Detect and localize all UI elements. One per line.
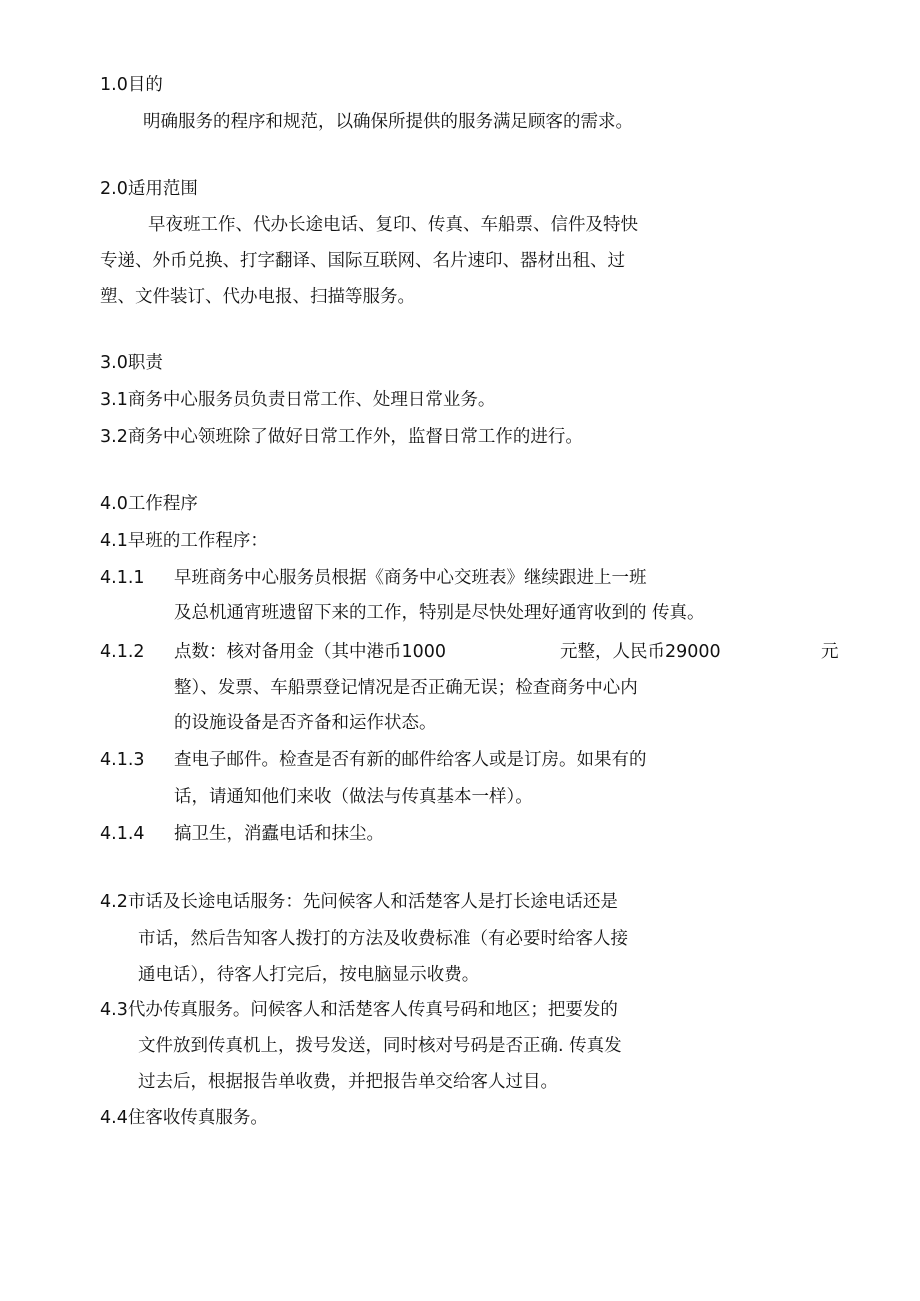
paragraph-line: 及总机通宵班遗留下来的工作，特别是尽快处理好通宵收到的 传真。 xyxy=(174,603,705,623)
paragraph-line: 市话，然后告知客人拨打的方法及收费标准（有必要时给客人接 xyxy=(138,929,628,949)
paragraph-line: 4.3代办传真服务。问候客人和活楚客人传真号码和地区；把要发的 xyxy=(100,1000,618,1020)
section-heading: 2.0适用范围 xyxy=(100,179,198,199)
paragraph-line: 整）、发票、车船票登记情况是否正确无误；检查商务中心内 xyxy=(174,678,638,698)
section-heading: 1.0目的 xyxy=(100,75,163,95)
paragraph-line: 点数：核对备用金（其中港币1000 xyxy=(174,642,447,662)
item-number: 4.1.2 xyxy=(100,642,145,662)
paragraph-line: 通电话），待客人打完后，按电脑显示收费。 xyxy=(138,965,480,985)
paragraph-line: 元 xyxy=(821,642,839,662)
paragraph-line: 专递、外币兑换、打字翻译、国际互联网、名片速印、器材出租、过 xyxy=(100,251,625,271)
item-number: 4.1.3 xyxy=(100,750,145,770)
item-number: 4.1.1 xyxy=(100,568,145,588)
item-number: 4.1.4 xyxy=(100,824,145,844)
paragraph-line: 的设施设备是否齐备和运作状态。 xyxy=(174,713,437,733)
paragraph-line: 话，请通知他们来收（做法与传真基本一样）。 xyxy=(174,787,533,807)
paragraph-line: 早班商务中心服务员根据《商务中心交班表》继续跟进上一班 xyxy=(174,568,647,588)
paragraph-line: 4.4住客收传真服务。 xyxy=(100,1108,268,1128)
paragraph-line: 元整，人民币29000 xyxy=(560,642,721,662)
paragraph-line: 过去后，根据报告单收费，并把报告单交给客人过目。 xyxy=(138,1072,558,1092)
paragraph-line: 搞卫生，消蠹电话和抹尘。 xyxy=(174,824,384,844)
section-heading: 3.0职责 xyxy=(100,353,163,373)
subsection-heading: 4.1早班的工作程序： xyxy=(100,531,268,551)
paragraph-line: 4.2市话及长途电话服务：先问候客人和活楚客人是打长途电话还是 xyxy=(100,892,618,912)
list-item: 3.2商务中心领班除了做好日常工作外，监督日常工作的进行。 xyxy=(100,427,583,447)
paragraph-line: 查电子邮件。检查是否有新的邮件给客人或是订房。如果有的 xyxy=(174,750,647,770)
section-heading: 4.0工作程序 xyxy=(100,494,198,514)
paragraph-line: 塑、文件装订、代办电报、扫描等服务。 xyxy=(100,287,415,307)
paragraph-line: 文件放到传真机上，拨号发送，同时核对号码是否正确. 传真发 xyxy=(138,1036,622,1056)
paragraph-line: 明确服务的程序和规范，以确保所提供的服务满足顾客的需求。 xyxy=(143,112,633,132)
list-item: 3.1商务中心服务员负责日常工作、处理日常业务。 xyxy=(100,390,496,410)
paragraph-line: 早夜班工作、代办长途电话、复印、传真、车船票、信件及特快 xyxy=(148,215,638,235)
